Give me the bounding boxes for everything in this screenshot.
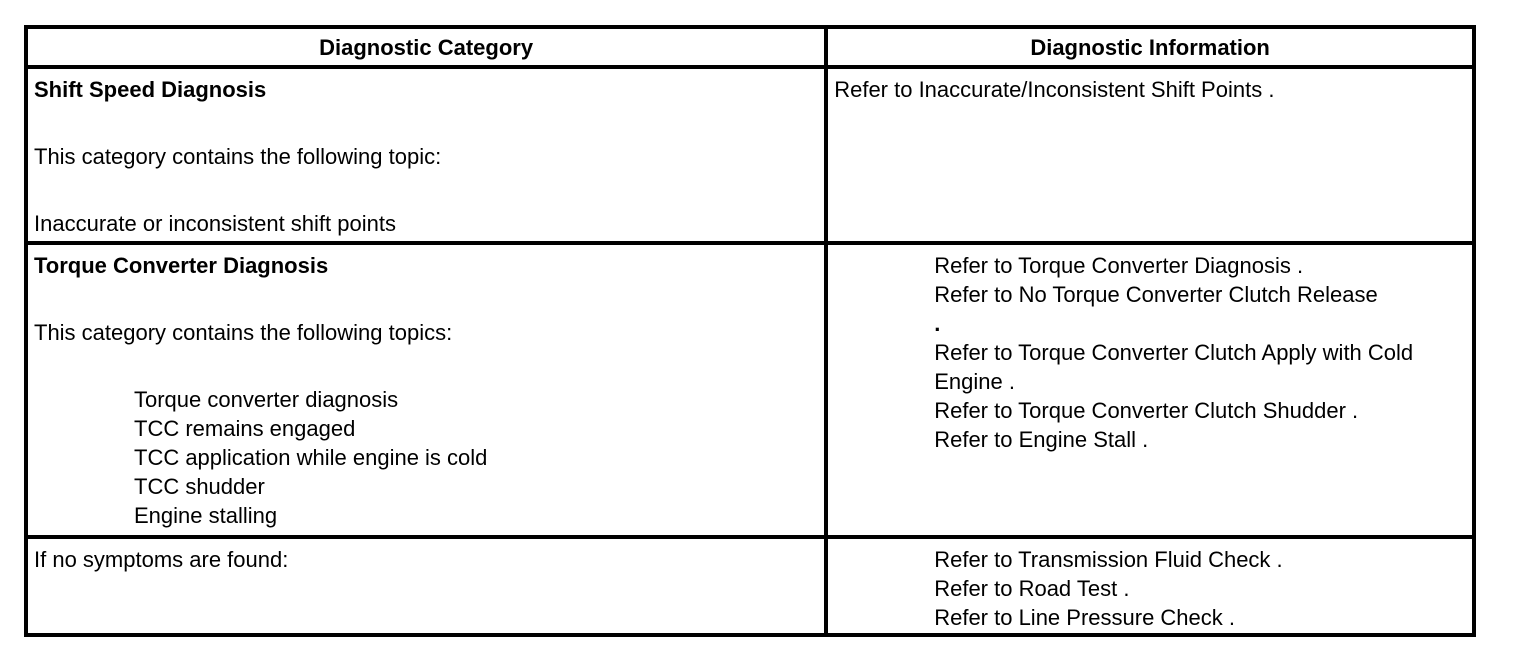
info-reference: Refer to Torque Converter Diagnosis . (934, 253, 1304, 279)
info-reference (934, 280, 1456, 338)
category-topic: TCC application while engine is cold (134, 445, 488, 471)
category-cell (26, 67, 826, 243)
table-row (26, 67, 1474, 243)
info-reference-period: . (934, 311, 941, 337)
info-reference: Refer to Line Pressure Check . (934, 604, 1236, 630)
information-cell (826, 537, 1474, 635)
info-reference-list (834, 545, 1466, 632)
header-row (26, 27, 1474, 67)
category-intro: This category contains the following topic: (34, 144, 442, 169)
info-reference: Refer to Inaccurate/Inconsistent Shift Points . (834, 77, 1275, 102)
info-reference: Refer to Road Test . (934, 575, 1130, 601)
header-diagnostic-information: Diagnostic Information (826, 27, 1474, 67)
header-diagnostic-category: Diagnostic Category (26, 27, 826, 67)
category-title: Torque Converter Diagnosis (34, 253, 329, 279)
category-topic: Inaccurate or inconsistent shift points (34, 211, 396, 236)
category-cell (26, 243, 826, 536)
diagnostic-table (24, 25, 1476, 637)
info-reference-text: Refer to No Torque Converter Clutch Release (934, 282, 1378, 308)
info-reference: Refer to Torque Converter Clutch Shudder . (934, 398, 1359, 424)
category-topic: Torque converter diagnosis (134, 387, 399, 413)
category-topic-list (34, 385, 818, 530)
info-reference: Refer to Engine Stall . (934, 427, 1149, 453)
information-cell (826, 243, 1474, 536)
info-reference: Refer to Transmission Fluid Check . (934, 546, 1283, 572)
information-cell (826, 67, 1474, 243)
info-reference: Refer to Torque Converter Clutch Apply with Cold Engine . (934, 340, 1414, 395)
category-intro: If no symptoms are found: (34, 546, 289, 572)
info-reference-list (834, 251, 1466, 454)
table-row (26, 537, 1474, 635)
category-topic: TCC shudder (134, 474, 265, 500)
category-topic: Engine stalling (134, 503, 278, 529)
category-title: Shift Speed Diagnosis (34, 77, 267, 102)
table-row (26, 243, 1474, 536)
category-intro: This category contains the following topics: (34, 320, 453, 346)
category-topic: TCC remains engaged (134, 416, 356, 442)
category-cell (26, 537, 826, 635)
